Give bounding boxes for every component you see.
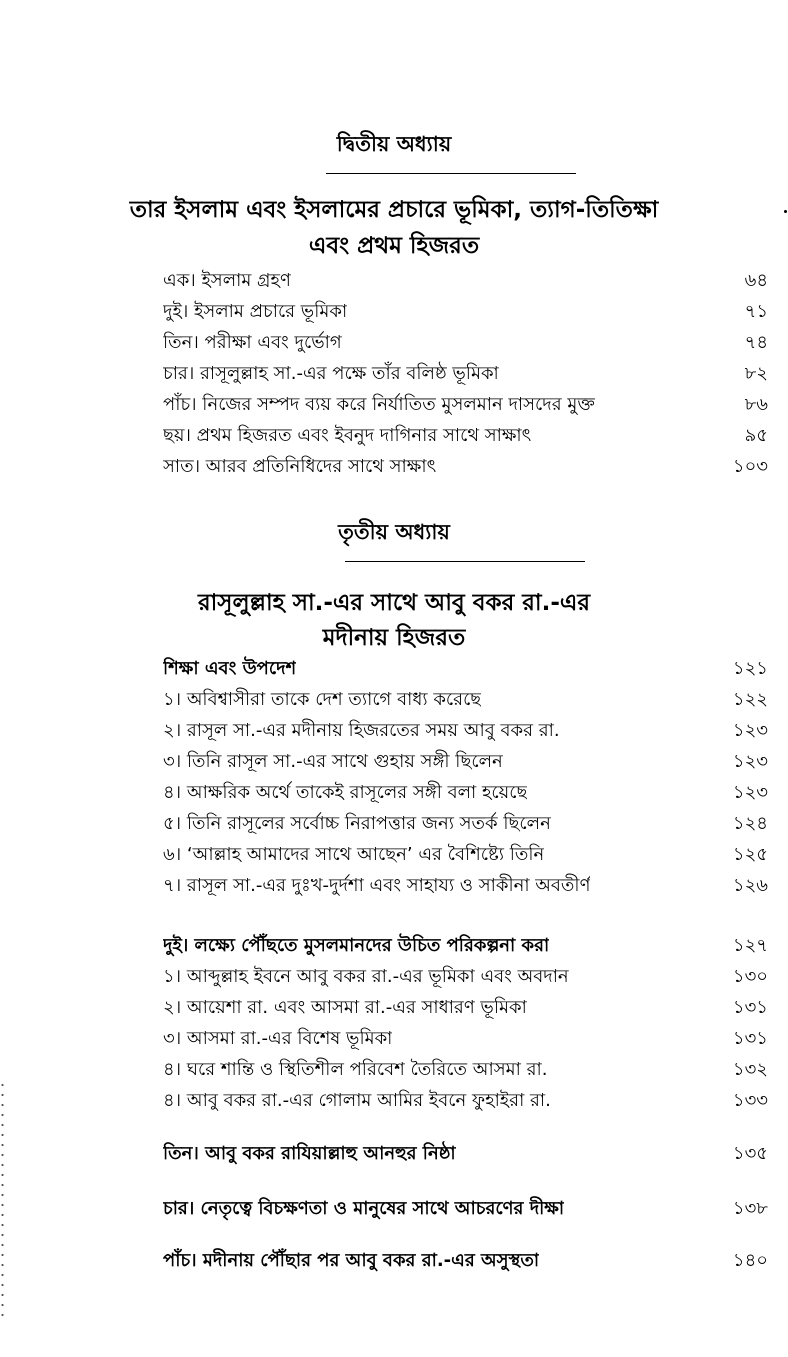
toc-entry: [163, 1055, 768, 1085]
toc-entry: [163, 1024, 768, 1054]
toc-entry-label: ৭। রাসূল সা.-এর দুঃখ-দুর্দশা এবং সাহায্য ও সাকীনা অবতীর্ণ: [163, 875, 591, 896]
toc-entry-page: ১৩২: [732, 1059, 768, 1080]
toc-entry-label: ৩। আসমা রা.-এর বিশেষ ভূমিকা: [163, 1028, 393, 1049]
toc-entry-page: ৮৬: [744, 394, 768, 415]
toc-entry: [163, 1086, 768, 1116]
toc-entry-page: ১৩৫: [732, 1143, 768, 1164]
toc-entry: [163, 1194, 768, 1224]
toc-entry: [163, 871, 768, 901]
toc-entry-label: ৬। ‘আল্লাহ আমাদের সাথে আছেন’ এর বৈশিষ্ট্যে তিনি: [163, 844, 545, 865]
toc-entry-page: ১৩১: [732, 997, 768, 1018]
toc-entry: [163, 931, 768, 961]
toc-entry-page: ১২৪: [732, 813, 768, 834]
toc-entry-page: ১৩৩: [732, 1090, 768, 1111]
chapter-3-title-line-2: মদীনায় হিজরত: [322, 625, 466, 651]
toc-entry-page: ১২৬: [732, 875, 768, 896]
toc-entry-page: ১২৭: [732, 935, 768, 956]
toc-entry-label: ১। অবিশ্বাসীরা তাকে দেশ ত্যাগে বাধ্য করেছে: [163, 689, 482, 710]
toc-entry-page: ১২১: [732, 658, 768, 679]
toc-entry-page: ১৩৮: [732, 1198, 768, 1219]
chapter-2-divider: [326, 173, 576, 174]
toc-entry: [163, 962, 768, 992]
toc-entry-page: ১২৩: [732, 782, 768, 803]
toc-entry: [163, 685, 768, 715]
toc-entry: [163, 809, 768, 839]
chapter-2-title-line-1: তার ইসলাম এবং ইসলামের প্রচারে ভূমিকা, ত্যাগ-তিতিক্ষা: [129, 197, 659, 223]
toc-entry: [163, 328, 768, 358]
scan-edge-marks: [1, 1080, 4, 1320]
toc-entry: [163, 452, 768, 482]
toc-entry-label: ৪। ঘরে শান্তি ও স্থিতিশীল পরিবেশ তৈরিতে আসমা রা.: [163, 1059, 548, 1080]
toc-entry-label: চার। নেতৃত্বে বিচক্ষণতা ও মানুষের সাথে আচরণের দীক্ষা: [163, 1198, 565, 1219]
toc-entry-page: ১৪০: [732, 1250, 768, 1271]
chapter-2-heading: দ্বিতীয় অধ্যায়: [336, 132, 452, 156]
toc-entry: [163, 716, 768, 746]
toc-entry-label: ২। রাসূল সা.-এর মদীনায় হিজরতের সময় আবু বকর রা.: [163, 720, 560, 741]
toc-entry-label: দুই। ইসলাম প্রচারে ভূমিকা: [163, 301, 348, 322]
toc-entry-label: ৫। তিনি রাসূলের সর্বোচ্চ নিরাপত্তার জন্য সতর্ক ছিলেন: [163, 813, 551, 834]
toc-entry-page: ১২৩: [732, 720, 768, 741]
toc-entry-label: শিক্ষা এবং উপদেশ: [163, 658, 297, 679]
toc-entry: [163, 840, 768, 870]
toc-entry: [163, 297, 768, 327]
toc-entry: [163, 747, 768, 777]
chapter-3-divider: [345, 561, 585, 562]
toc-entry: [163, 778, 768, 808]
print-speck: [784, 210, 787, 213]
toc-entry-page: ৭৪: [744, 332, 768, 353]
toc-entry-label: দুই। লক্ষ্যে পৌঁছতে মুসলমানদের উচিত পরিকল্পনা করা: [163, 935, 550, 956]
toc-entry-page: ১২২: [732, 689, 768, 710]
toc-entry-page: ৮২: [744, 363, 768, 384]
toc-entry: [163, 1246, 768, 1276]
chapter-2-title-line-2: এবং প্রথম হিজরত: [308, 233, 480, 259]
toc-entry-label: এক। ইসলাম গ্রহণ: [163, 270, 291, 291]
toc-entry-page: ১৩১: [732, 1028, 768, 1049]
toc-entry-label: তিন। আবু বকর রাযিয়াল্লাহু আনহুর নিষ্ঠা: [163, 1143, 456, 1164]
toc-entry-page: ১৩০: [732, 966, 768, 987]
toc-entry-label: সাত। আরব প্রতিনিধিদের সাথে সাক্ষাৎ: [163, 456, 437, 477]
toc-entry-label: পাঁচ। নিজের সম্পদ ব্যয় করে নির্যাতিত মুসলমান দাসদের মুক্ত: [163, 394, 595, 415]
chapter-3-title-line-1: রাসূলুল্লাহ সা.-এর সাথে আবু বকর রা.-এর: [197, 590, 591, 616]
toc-entry-page: ১২৩: [732, 751, 768, 772]
toc-entry-page: ৯৫: [744, 425, 768, 446]
toc-entry-label: ৪। আক্ষরিক অর্থে তাকেই রাসূলের সঙ্গী বলা হয়েছে: [163, 782, 528, 803]
toc-entry: [163, 993, 768, 1023]
toc-entry-label: ২। আয়েশা রা. এবং আসমা রা.-এর সাধারণ ভূমিকা: [163, 997, 527, 1018]
toc-entry: [163, 1139, 768, 1169]
toc-entry-page: ১২৫: [732, 844, 768, 865]
toc-entry-page: ৭১: [744, 301, 768, 322]
toc-entry: [163, 421, 768, 451]
toc-entry-label: চার। রাসূলুল্লাহ সা.-এর পক্ষে তাঁর বলিষ্ঠ ভূমিকা: [163, 363, 499, 384]
toc-entry: [163, 266, 768, 296]
toc-entry-label: ৪। আবু বকর রা.-এর গোলাম আমির ইবনে ফুহাইরা রা.: [163, 1090, 551, 1111]
toc-entry-label: তিন। পরীক্ষা এবং দুর্ভোগ: [163, 332, 342, 353]
toc-entry-label: ৩। তিনি রাসূল সা.-এর সাথে গুহায় সঙ্গী ছিলেন: [163, 751, 503, 772]
toc-entry-page: ৬৪: [744, 270, 768, 291]
toc-entry: [163, 359, 768, 389]
toc-entry: [163, 654, 768, 684]
toc-entry-label: ছয়। প্রথম হিজরত এবং ইবনুদ দাগিনার সাথে সাক্ষাৎ: [163, 425, 532, 446]
toc-entry: [163, 390, 768, 420]
toc-entry-label: পাঁচ। মদীনায় পৌঁছার পর আবু বকর রা.-এর অসুস্থতা: [163, 1250, 540, 1271]
toc-entry-label: ১। আব্দুল্লাহ ইবনে আবু বকর রা.-এর ভূমিকা এবং অবদান: [163, 966, 569, 987]
toc-entry-page: ১০৩: [732, 456, 768, 477]
chapter-3-heading: তৃতীয় অধ্যায়: [338, 520, 450, 544]
